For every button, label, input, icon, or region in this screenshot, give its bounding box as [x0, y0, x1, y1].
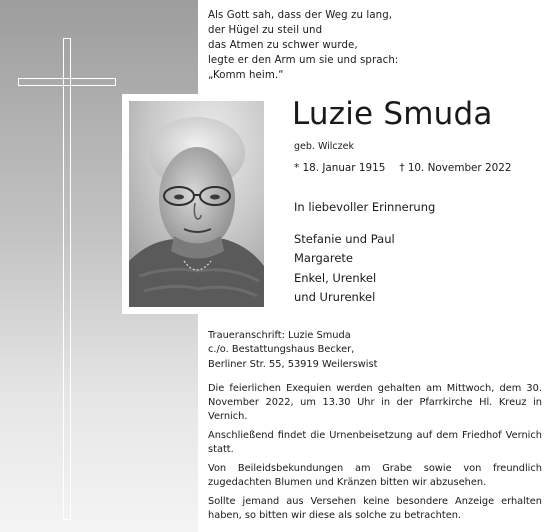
- mourner-entry: Stefanie und Paul: [294, 232, 395, 246]
- birth-date: * 18. Januar 1915: [294, 162, 386, 174]
- deceased-name: Luzie Smuda: [292, 96, 493, 132]
- funeral-details: [208, 382, 542, 528]
- detail-paragraph: Die feierlichen Exequien werden gehalten am Mittwoch, dem 30. November 2022, um 13.30 Uhr in der Pfarrkirche Hl. Kreuz in Vernich.: [208, 383, 542, 423]
- maiden-name: geb. Wilczek: [294, 141, 354, 152]
- address-line: Traueranschrift: Luzie Smuda: [208, 330, 351, 341]
- portrait-frame: [122, 94, 271, 314]
- poem-line: Als Gott sah, dass der Weg zu lang,: [208, 10, 393, 21]
- mourner-entry: Enkel, Urenkel: [294, 270, 377, 285]
- mourner-entry: und Ururenkel: [294, 289, 376, 304]
- death-date: † 10. November 2022: [399, 162, 512, 174]
- poem-line: „Komm heim.“: [208, 70, 284, 82]
- address-line: Berliner Str. 55, 53919 Weilerswist: [208, 358, 378, 370]
- detail-paragraph: Sollte jemand aus Versehen keine besondere Anzeige erhalten haben, so bitten wir diese als solche zu betrachten.: [208, 496, 542, 522]
- mourning-address: [208, 329, 377, 372]
- poem-line: legte er den Arm um sie und sprach:: [208, 55, 399, 67]
- poem-line: der Hügel zu steil und: [208, 25, 323, 37]
- detail-paragraph: Von Beileidsbekundungen am Grabe sowie von freundlich zugedachten Blumen und Kränzen bitten wir abzusehen.: [208, 463, 542, 489]
- address-line: c./o. Bestattungshaus Becker,: [208, 344, 355, 356]
- mourner-entry: Margarete: [294, 251, 353, 266]
- life-dates: [294, 162, 525, 174]
- memory-heading: In liebevoller Erinnerung: [294, 200, 436, 214]
- detail-paragraph: Anschließend findet die Urnenbeisetzung auf dem Friedhof Vernich statt.: [208, 430, 542, 456]
- cross-icon: [63, 38, 71, 520]
- portrait-photo: [129, 101, 264, 307]
- portrait-illustration: [129, 101, 264, 307]
- poem-line: das Atmen zu schwer wurde,: [208, 40, 358, 52]
- mourners-list: [294, 230, 395, 307]
- poem: [208, 8, 548, 83]
- cross-center: [64, 79, 70, 85]
